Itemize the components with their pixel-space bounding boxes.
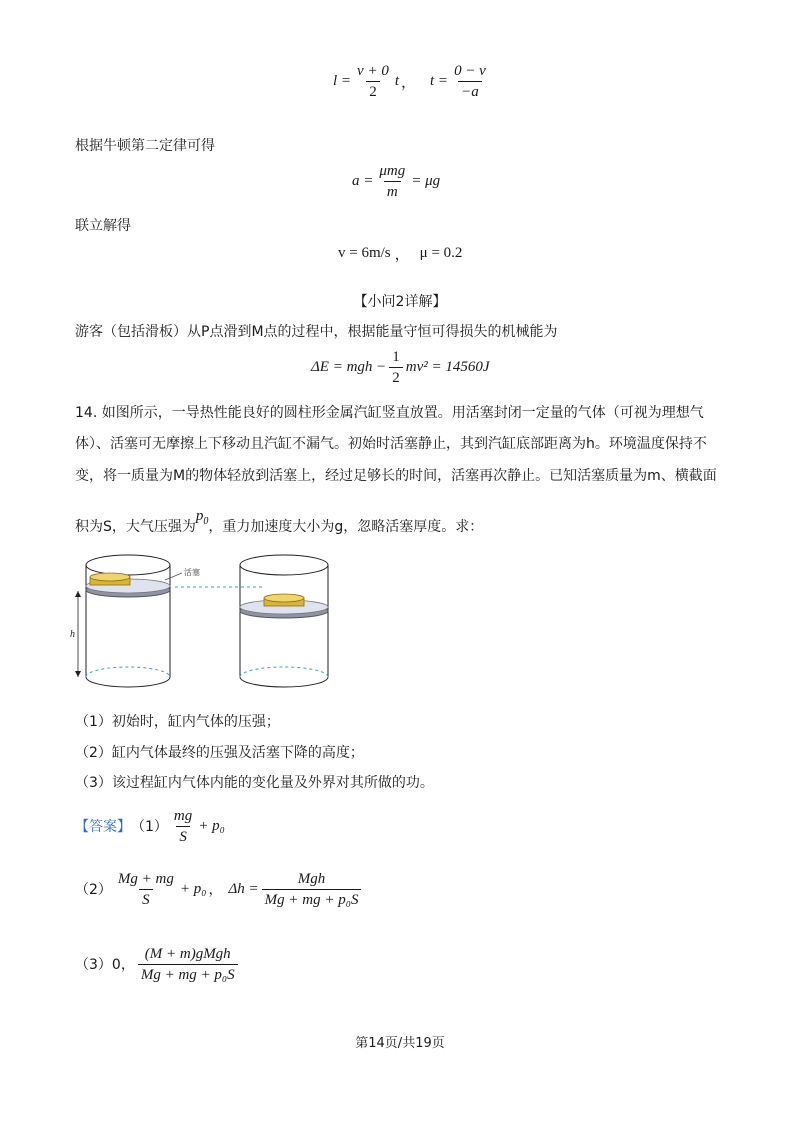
- eq1-separator: ，: [401, 75, 417, 91]
- problem-14-line-4-a: 积为S，大气压强为: [75, 519, 196, 535]
- answer-1-numerator: mg: [173, 808, 193, 824]
- answer-1-tail: + p₀: [198, 818, 225, 834]
- eq4-separator: ，: [394, 247, 410, 263]
- answer-2-dh: Δh =: [228, 881, 259, 897]
- h-label: h: [70, 629, 75, 640]
- problem-14-line-2: 体）、活塞可无摩擦上下移动且汽缸不漏气。初始时活塞静止，其到汽缸底部距离为h。环境温度保持不: [75, 436, 707, 452]
- piston-label: 活塞: [184, 568, 200, 577]
- cylinder-figure: [70, 545, 360, 705]
- equation-line-3: [352, 162, 440, 201]
- answer-2: [75, 870, 364, 909]
- answer-3-numerator: (M + m)gMgh: [144, 946, 231, 962]
- question-2: （2）缸内气体最终的压强及活塞下降的高度；: [75, 745, 364, 761]
- eq3-rhs: = μg: [411, 173, 441, 189]
- answer-3-label: （3）0，: [75, 956, 135, 973]
- eq1-fraction: [354, 62, 392, 101]
- question-3: （3）该过程缸内气体内能的变化量及外界对其所做的功。: [75, 775, 434, 791]
- p0-subscript: 0: [203, 516, 209, 527]
- eq5-lhs: ΔE = mgh −: [311, 359, 387, 375]
- left-cylinder: [75, 555, 182, 687]
- answer-1-denominator: S: [176, 826, 190, 846]
- solve-text: 联立解得: [75, 218, 131, 234]
- answer-2-denominator: S: [139, 889, 153, 909]
- answer-2-dh-fraction: [262, 870, 362, 909]
- page-number: 第14页/共19页: [355, 1036, 445, 1051]
- equation-line-5: [311, 348, 490, 387]
- eq2-numerator: 0 − v: [454, 63, 486, 79]
- answer-1-label: （1）: [131, 818, 168, 835]
- problem-14-line-3: 变，将一质量为M的物体轻放到活塞上，经过足够长的时间，活塞再次静止。已知活塞质量为m、横截面: [75, 468, 717, 484]
- answer-2-separator: ，: [208, 881, 223, 898]
- eq5-denominator: 2: [389, 367, 403, 387]
- answer-1-fraction: [171, 807, 195, 846]
- eq4-mu: μ = 0.2: [419, 245, 463, 261]
- eq5-numerator: 1: [392, 349, 400, 365]
- eq2-fraction: [451, 62, 489, 101]
- eq4-v: v = 6m/s: [338, 245, 391, 261]
- eq5-fraction: [389, 348, 403, 387]
- equation-line-4: [338, 243, 462, 264]
- answer-2-dh-numerator: Mgh: [297, 871, 326, 887]
- answer-3: [75, 945, 241, 984]
- answer-2-numerator: Mg + mg: [117, 871, 174, 887]
- right-cylinder: [240, 555, 328, 687]
- answer-2-fraction: [115, 870, 177, 909]
- answer-3-denominator: Mg + mg + p₀S: [138, 964, 238, 984]
- eq3-lhs: a =: [352, 173, 374, 189]
- problem-14-line-1: 14. 如图所示，一导热性能良好的圆柱形金属汽缸竖直放置。用活塞封闭一定量的气体（可视为理想气: [75, 405, 704, 421]
- p0-letter: p: [195, 508, 204, 524]
- sub-question-2-header: 【小问2详解】: [353, 294, 447, 310]
- eq5-rhs: mv² = 14560J: [405, 359, 490, 375]
- p0-symbol: [196, 506, 209, 532]
- eq3-numerator: μmg: [379, 163, 406, 179]
- eq1-numerator: v + 0: [357, 63, 389, 79]
- eq2-lhs: t =: [430, 73, 449, 89]
- answer-2-tail: + p₀: [179, 881, 207, 897]
- problem-14-line-4: [75, 508, 484, 540]
- eq1-lhs: l =: [333, 73, 352, 89]
- newton-text: 根据牛顿第二定律可得: [75, 138, 215, 154]
- eq1-denominator: 2: [366, 81, 380, 101]
- eq3-denominator: m: [384, 181, 401, 201]
- eq2-denominator: −a: [458, 81, 482, 101]
- energy-text: 游客（包括滑板）从P点滑到M点的过程中，根据能量守恒可得损失的机械能为: [75, 324, 558, 340]
- answer-2-dh-denominator: Mg + mg + p₀S: [262, 889, 362, 909]
- answer-2-label: （2）: [75, 881, 112, 898]
- eq3-fraction: [376, 162, 408, 201]
- answer-3-fraction: [138, 945, 238, 984]
- eq1-tail: t: [394, 73, 399, 89]
- question-1: （1）初始时，缸内气体的压强；: [75, 714, 280, 730]
- answer-1: [75, 807, 225, 846]
- equation-line-1: [333, 62, 492, 101]
- problem-14-line-4-b: ，重力加速度大小为g，忽略活塞厚度。求：: [208, 519, 484, 535]
- answer-tag: 【答案】: [75, 818, 131, 835]
